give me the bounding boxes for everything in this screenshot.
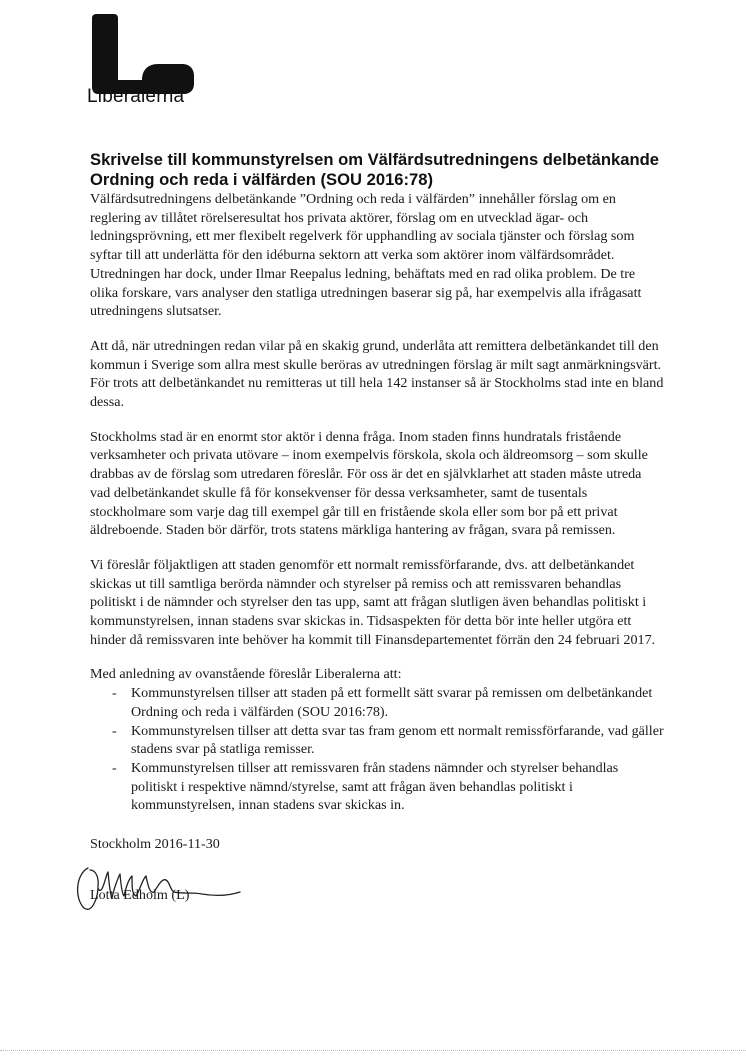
- paragraph: Välfärdsutredningens delbetänkande ”Ordning och reda i välfärden” innehåller förslag om en reglering av tillåtet rörelseresultat hos privata aktörer, förslag om en utvecklad ägar- och ledningsprövning, ett mer flexibelt regelverk för upphandling av sociala tjänster och förslag som syftar till att underlätta för den idéburna sektorn att verka som aktörer inom välfärdsområdet. Utredningen har dock, under Ilmar Reepalus ledning, behäftats med en rad olika problem. De tre olika forskare, vars analyser den statliga utredningen baserar sig på, har exempelvis alla ifrågasatt utredningens slutsatser.: [90, 191, 642, 320]
- logo-wordmark: Liberalerna: [87, 86, 185, 107]
- place-date: Stockholm 2016-11-30: [90, 836, 220, 853]
- proposal-list: [90, 684, 665, 815]
- proposal-item: [90, 722, 665, 759]
- bullet-marker: -: [112, 759, 117, 776]
- letter-body: [90, 150, 665, 914]
- proposal-text: Kommunstyrelsen tillser att remissvaren från stadens nämnder och styrelser behandlas politiskt i respektive nämnd/styrelse, samt att frågan även behandlas politiskt i kommunstyrelsen, innan stadens svar skickas in.: [131, 759, 619, 814]
- scan-edge-divider: [0, 1050, 746, 1051]
- proposal-item: [90, 759, 665, 815]
- paragraph: Stockholms stad är en enormt stor aktör i denna fråga. Inom staden finns hundratals fristående verksamheter och privata utövare – inom exempelvis förskola, skola och äldreomsorg – som skulle drabbas av de förslag som utredaren föreslår. För oss är det en självklarhet att staden måste utreda vad delbetänkandet skulle få för konsekvenser för dessa verksamheter, samt de tusentals stockholmare som varje dag till exempel går till en fristående skola eller som bor på ett privat äldreboende. Staden bör därför, trots statens märkliga hantering av frågan, svara på remissen.: [90, 428, 648, 539]
- proposal-intro: Med anledning av ovanstående föreslår Liberalerna att:: [90, 666, 402, 683]
- paragraph: Vi föreslår följaktligen att staden genomför ett normalt remissförfarande, dvs. att delbetänkandet skickas ut till samtliga berörda nämnder och styrelser på remiss och att remissvaren behandlas politiskt i de nämnder och styrelser den tas upp, samt att frågan slutligen även behandlas politiskt i kommunstyrelsen, innan stadens svar skickas in. Tidsaspekten för detta bör inte heller utgöra ett hinder då remissvaren inte behöver ha kommit till Finansdepartementet förrän den 24 februari 2017.: [90, 556, 656, 648]
- signer-name: Lotta Edholm (L): [90, 886, 190, 903]
- proposal-text: Kommunstyrelsen tillser att detta svar tas fram genom ett normalt remissförfarande, vad gäller stadens svar på statliga remisser.: [131, 722, 664, 758]
- document-title: Skrivelse till kommunstyrelsen om Välfärdsutredningens delbetänkande Ordning och reda i välfärden (SOU 2016:78): [90, 150, 659, 189]
- proposal-text: Kommunstyrelsen tillser att staden på ett formellt sätt svarar på remissen om delbetänkandet Ordning och reda i välfärden (SOU 2016:78).: [131, 685, 653, 720]
- signature-block: [90, 854, 665, 914]
- paragraph: Att då, när utredningen redan vilar på en skakig grund, underlåta att remittera delbetänkandet till den kommun i Sverige som allra mest skulle beröras av utredningen förslag är milt sagt anmärkningsvärt. För trots att delbetänkandet nu remitteras ut till hela 142 instanser så är Stockholms stad inte en bland dessa.: [90, 337, 664, 411]
- proposal-item: [90, 684, 665, 721]
- bullet-marker: -: [112, 685, 117, 702]
- bullet-marker: -: [112, 722, 117, 739]
